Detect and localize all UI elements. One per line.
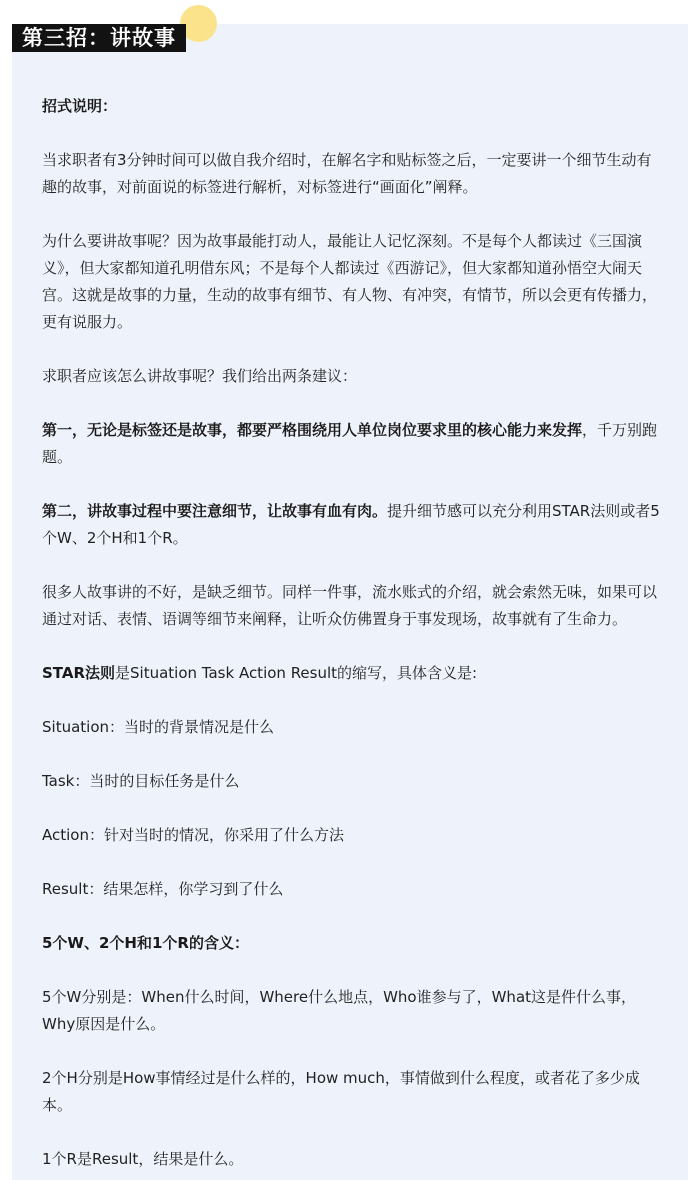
paragraph-heading-5w2h1r: 5个W、2个H和1个R的含义： [42,934,249,952]
star-rule-bold: STAR法则 [42,664,116,682]
paragraph-1r: 1个R是Result，结果是什么。 [42,1150,244,1168]
paragraph-task: Task：当时的目标任务是什么 [42,772,240,790]
star-rule-rest: 是Situation Task Action Result的缩写，具体含义是: [115,664,478,682]
suggestion-two-rest: 提升细节感可以充分利用STAR法则或者5个W、2个H和1个R。 [42,502,660,547]
paragraph-suggestion-one [42,417,662,471]
paragraph-result: Result：结果怎样，你学习到了什么 [42,880,284,898]
paragraph-lack-of-detail: 很多人故事讲的不好，是缺乏细节。同样一件事，流水账式的介绍，就会索然无味，如果可以通过对话、表情、语调等细节来阐释，让听众仿佛置身于事发现场，故事就有了生命力。 [42,583,658,628]
suggestion-two-bold: 第二，讲故事过程中要注意细节，让故事有血有肉。 [42,502,388,520]
paragraph-situation: Situation：当时的背景情况是什么 [42,718,275,736]
paragraph-star-definition [42,660,477,687]
paragraph-suggestion-two [42,498,662,552]
paragraph-heading-move-explanation: 招式说明： [42,97,118,115]
paragraph-2h: 2个H分别是How事情经过是什么样的，How much，事情做到什么程度，或者花了多少成本。 [42,1069,640,1114]
section-title: 第三招：讲故事 [12,24,186,52]
paragraph-5w: 5个W分别是：When什么时间，Where什么地点，Who谁参与了，What这是件什么事，Why原因是什么。 [42,988,637,1033]
paragraph-action: Action：针对当时的情况，你采用了什么方法 [42,826,344,844]
suggestion-one-bold: 第一，无论是标签还是故事，都要严格围绕用人单位岗位要求里的核心能力来发挥 [42,421,583,439]
suggestion-one-rest: ，千万别跑题。 [42,421,658,466]
paragraph-how-to-tell: 求职者应该怎么讲故事呢？我们给出两条建议： [42,367,358,385]
paragraph-why-story: 为什么要讲故事呢？因为故事最能打动人，最能让人记忆深刻。不是每个人都读过《三国演义》，但大家都知道孔明借东风；不是每个人都读过《西游记》，但大家都知道孙悟空大闹天宫。这就是故事的力量，生动的故事有细节、有人物、有冲突，有情节，所以会更有传播力，更有说服力。 [42,232,658,331]
paragraph-intro: 当求职者有3分钟时间可以做自我介绍时，在解名字和贴标签之后，一定要讲一个细节生动有趣的故事，对前面说的标签进行解析，对标签进行“画面化”阐释。 [42,151,652,196]
